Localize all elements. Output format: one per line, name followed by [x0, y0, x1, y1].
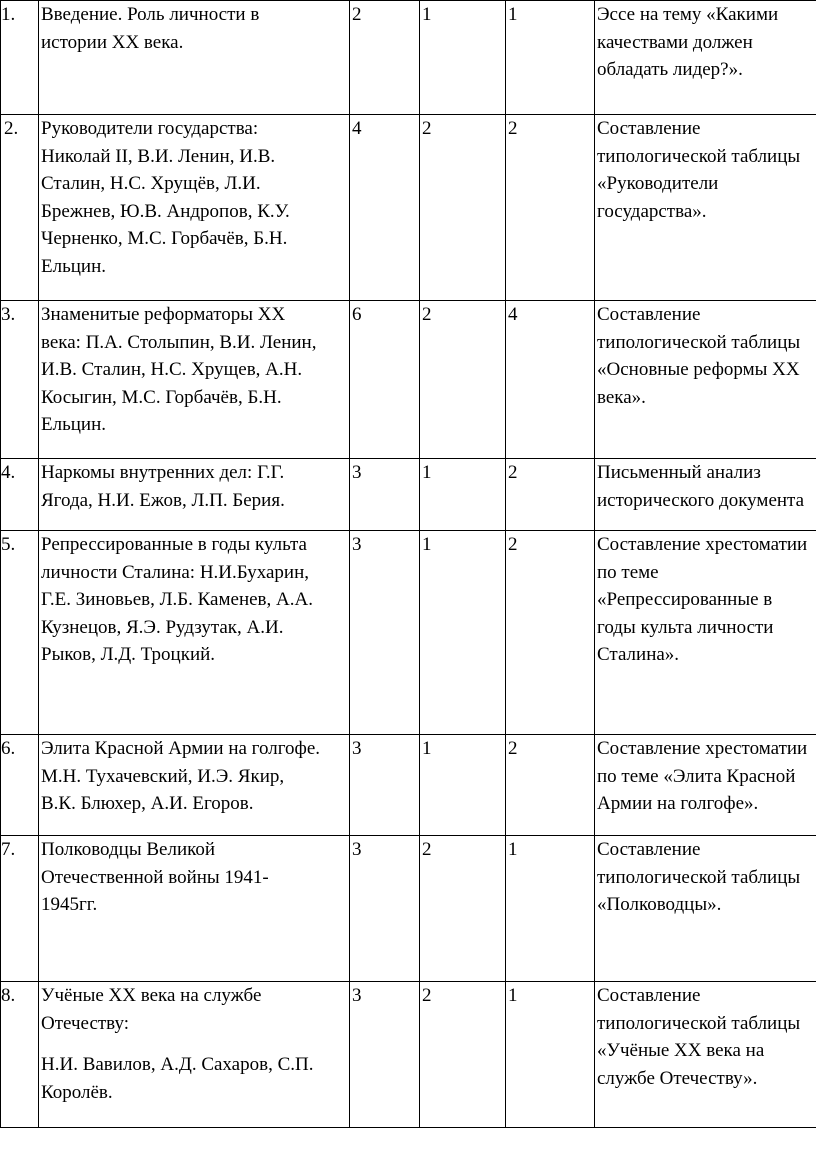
total-hours-cell: 3 — [350, 982, 420, 1128]
practice-hours-cell: 2 — [506, 531, 595, 735]
table-row — [1, 982, 816, 1128]
theory-hours-cell: 1 — [420, 459, 506, 531]
row-number: 5. — [1, 531, 39, 735]
theory-hours-cell: 2 — [420, 115, 506, 301]
activity-form-cell: Составление хрестоматии по теме «Репрессированные в годы культа личности Сталина». — [595, 531, 816, 735]
row-number: 2. — [1, 115, 39, 301]
topic-cell: Полководцы Великой Отечественной войны 1941- 1945гг. — [39, 836, 350, 982]
row-number: 3. — [1, 301, 39, 459]
table-row — [1, 735, 816, 836]
topic-paragraph: Учёные ХХ века на службе Отечеству: — [41, 985, 262, 1034]
total-hours-cell: 4 — [350, 115, 420, 301]
activity-form-cell: Составление типологической таблицы «Основные реформы ХХ века». — [595, 301, 816, 459]
topic-cell: Элита Красной Армии на голгофе. М.Н. Тухачевский, И.Э. Якир, В.К. Блюхер, А.И. Егоров. — [39, 735, 350, 836]
theory-hours-cell: 2 — [420, 982, 506, 1128]
topic-cell: Знаменитые реформаторы ХХ века: П.А. Столыпин, В.И. Ленин, И.В. Сталин, Н.С. Хрущев, А.Н. Косыгин, М.С. Горбачёв, Б.Н. Ельцин. — [39, 301, 350, 459]
topic-cell — [39, 982, 350, 1128]
theory-hours-cell: 2 — [420, 836, 506, 982]
practice-hours-cell: 1 — [506, 1, 595, 115]
activity-form-cell: Составление хрестоматии по теме «Элита Красной Армии на голгофе». — [595, 735, 816, 836]
activity-form-cell: Составление типологической таблицы «Полководцы». — [595, 836, 816, 982]
total-hours-cell: 3 — [350, 459, 420, 531]
row-number: 1. — [1, 1, 39, 115]
row-number: 6. — [1, 735, 39, 836]
total-hours-cell: 3 — [350, 531, 420, 735]
practice-hours-cell: 1 — [506, 982, 595, 1128]
practice-hours-cell: 2 — [506, 735, 595, 836]
row-number: 4. — [1, 459, 39, 531]
total-hours-cell: 3 — [350, 836, 420, 982]
practice-hours-cell: 1 — [506, 836, 595, 982]
table-row — [1, 1, 816, 115]
practice-hours-cell: 2 — [506, 115, 595, 301]
theory-hours-cell: 1 — [420, 735, 506, 836]
row-number: 8. — [1, 982, 39, 1128]
total-hours-cell: 3 — [350, 735, 420, 836]
table-row — [1, 836, 816, 982]
topic-cell: Введение. Роль личности в истории ХХ века. — [39, 1, 350, 115]
total-hours-cell: 2 — [350, 1, 420, 115]
total-hours-cell: 6 — [350, 301, 420, 459]
theory-hours-cell: 2 — [420, 301, 506, 459]
activity-form-cell: Составление типологической таблицы «Руководители государства». — [595, 115, 816, 301]
topic-cell: Руководители государства: Николай II, В.И. Ленин, И.В. Сталин, Н.С. Хрущёв, Л.И. Брежнев, Ю.В. Андропов, К.У. Черненко, М.С. Горбачёв, Б.Н. Ельцин. — [39, 115, 350, 301]
practice-hours-cell: 2 — [506, 459, 595, 531]
topic-cell: Наркомы внутренних дел: Г.Г. Ягода, Н.И. Ежов, Л.П. Берия. — [39, 459, 350, 531]
table-row — [1, 115, 816, 301]
table-row — [1, 459, 816, 531]
practice-hours-cell: 4 — [506, 301, 595, 459]
table-row — [1, 531, 816, 735]
theory-hours-cell: 1 — [420, 531, 506, 735]
row-number: 7. — [1, 836, 39, 982]
theory-hours-cell: 1 — [420, 1, 506, 115]
topic-paragraph: Н.И. Вавилов, А.Д. Сахаров, С.П. Королёв. — [41, 1054, 314, 1103]
table-row — [1, 301, 816, 459]
activity-form-cell: Письменный анализ исторического документа — [595, 459, 816, 531]
topic-cell: Репрессированные в годы культа личности Сталина: Н.И.Бухарин, Г.Е. Зиновьев, Л.Б. Каменев, А.А. Кузнецов, Я.Э. Рудзутак, А.И. Рыков, Л.Д. Троцкий. — [39, 531, 350, 735]
activity-form-cell: Эссе на тему «Какими качествами должен обладать лидер?». — [595, 1, 816, 115]
activity-form-cell: Составление типологической таблицы «Учёные ХХ века на службе Отечеству». — [595, 982, 816, 1128]
